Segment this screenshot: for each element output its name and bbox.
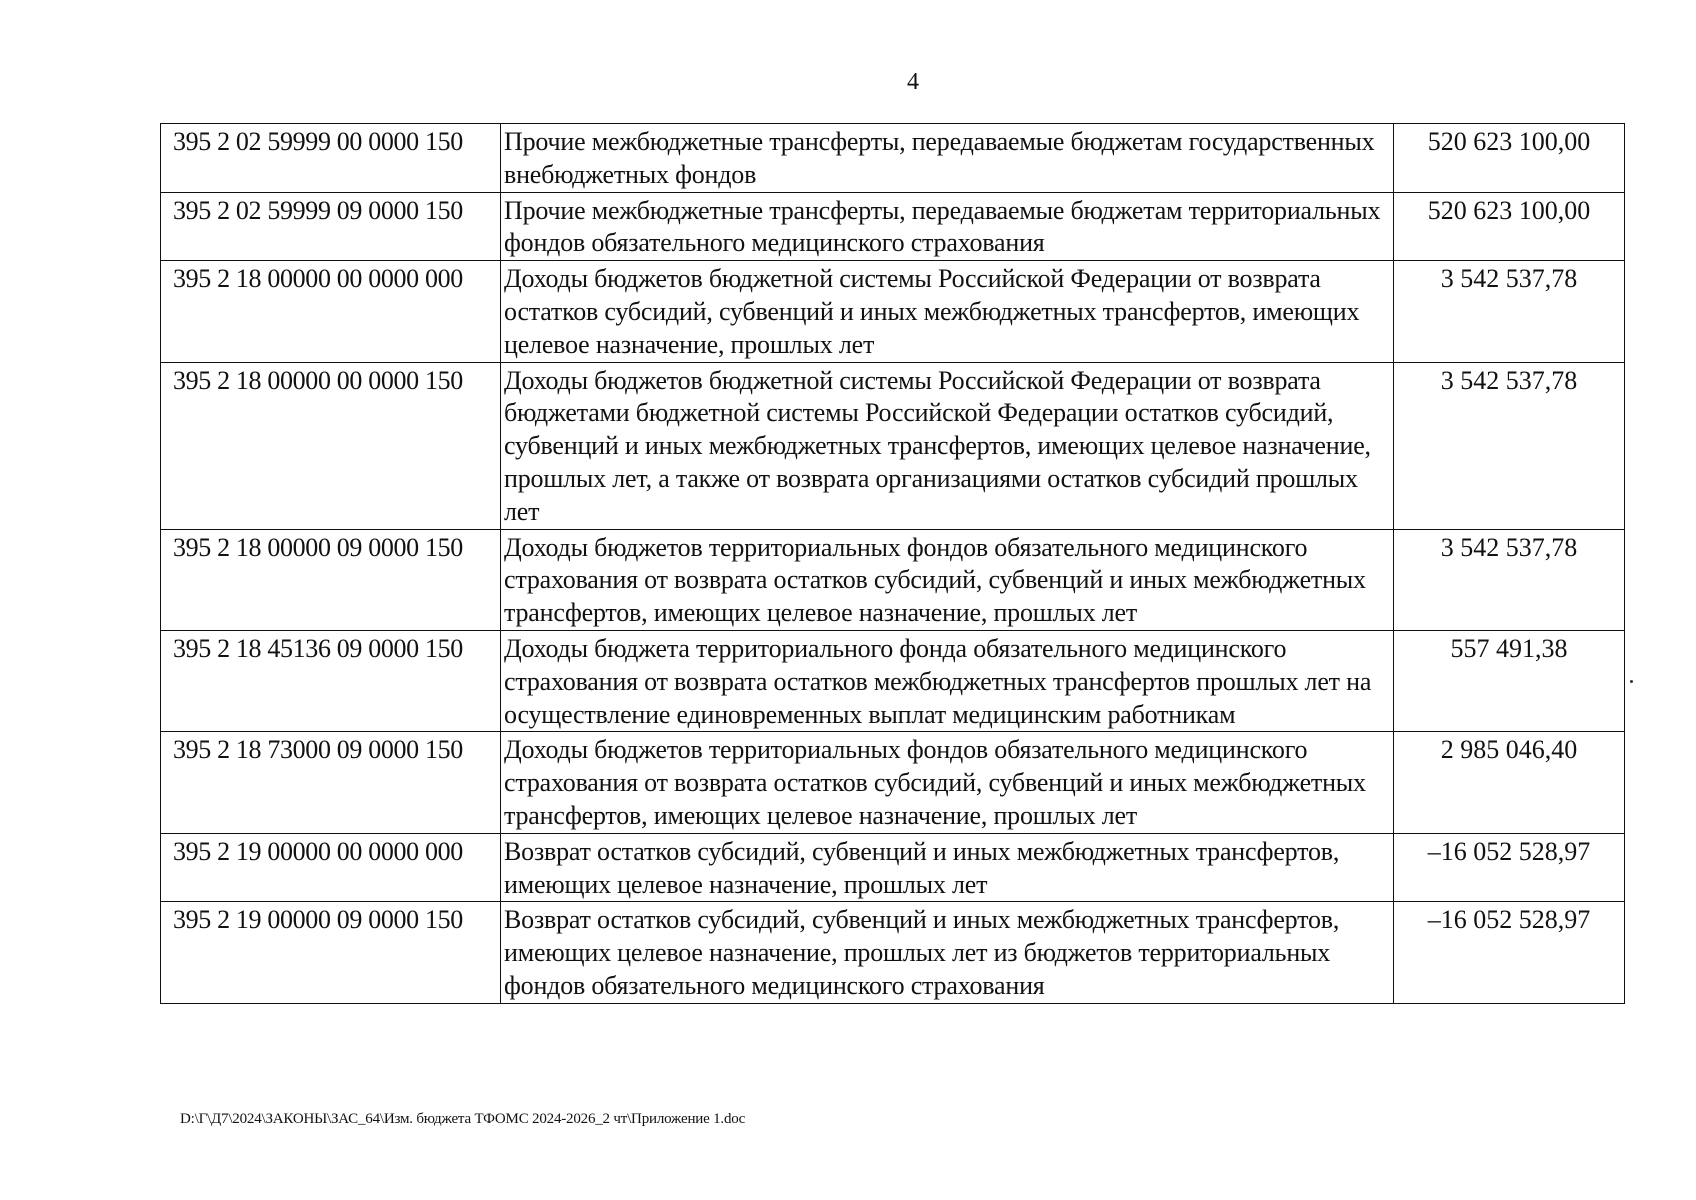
budget-code: 395 2 18 73000 09 0000 150 <box>161 732 501 833</box>
revenue-name: Прочие межбюджетные трансферты, передаваемые бюджетам государственных внебюджетных фондов <box>501 124 1394 193</box>
table-row <box>161 902 1625 1003</box>
budget-code: 395 2 18 00000 00 0000 000 <box>161 261 501 362</box>
budget-code: 395 2 18 00000 00 0000 150 <box>161 362 501 529</box>
budget-code: 395 2 19 00000 09 0000 150 <box>161 902 501 1003</box>
table-row <box>161 732 1625 833</box>
revenue-name: Доходы бюджетов бюджетной системы Российской Федерации от возврата остатков субсидий, субвенций и иных межбюджетных трансфертов, имеющих целевое назначение, прошлых лет <box>501 261 1394 362</box>
amount: –16 052 528,97 <box>1394 902 1625 1003</box>
amount: 557 491,38 <box>1394 630 1625 731</box>
page-number: 4 <box>907 69 919 95</box>
amount: 520 623 100,00 <box>1394 124 1625 193</box>
amount: –16 052 528,97 <box>1394 833 1625 902</box>
table-row <box>161 833 1625 902</box>
budget-code: 395 2 19 00000 00 0000 000 <box>161 833 501 902</box>
table-row <box>161 192 1625 261</box>
amount: 2 985 046,40 <box>1394 732 1625 833</box>
budget-code: 395 2 02 59999 09 0000 150 <box>161 192 501 261</box>
table-row <box>161 124 1625 193</box>
budget-revenue-table <box>160 123 1625 1004</box>
revenue-name: Возврат остатков субсидий, субвенций и иных межбюджетных трансфертов, имеющих целевое назначение, прошлых лет <box>501 833 1394 902</box>
budget-code: 395 2 02 59999 00 0000 150 <box>161 124 501 193</box>
amount: 3 542 537,78 <box>1394 529 1625 630</box>
table-row <box>161 630 1625 731</box>
revenue-name: Доходы бюджетов территориальных фондов обязательного медицинского страхования от возврата остатков субсидий, субвенций и иных межбюджетных трансфертов, имеющих целевое назначение, прошлых лет <box>501 529 1394 630</box>
budget-code: 395 2 18 00000 09 0000 150 <box>161 529 501 630</box>
budget-code: 395 2 18 45136 09 0000 150 <box>161 630 501 731</box>
amount: 3 542 537,78 <box>1394 362 1625 529</box>
table-row <box>161 529 1625 630</box>
scan-speck <box>1630 680 1633 683</box>
revenue-name: Возврат остатков субсидий, субвенций и иных межбюджетных трансфертов, имеющих целевое назначение, прошлых лет из бюджетов территориальных фондов обязательного медицинского страхования <box>501 902 1394 1003</box>
table-row <box>161 362 1625 529</box>
amount: 3 542 537,78 <box>1394 261 1625 362</box>
revenue-name: Прочие межбюджетные трансферты, передаваемые бюджетам территориальных фондов обязательного медицинского страхования <box>501 192 1394 261</box>
revenue-name: Доходы бюджетов бюджетной системы Российской Федерации от возврата бюджетами бюджетной системы Российской Федерации остатков субсидий, субвенций и иных межбюджетных трансфертов, имеющих целевое назначение, прошлых лет, а также от возврата организациями остатков субсидий прошлых лет <box>501 362 1394 529</box>
revenue-name: Доходы бюджета территориального фонда обязательного медицинского страхования от возврата остатков межбюджетных трансфертов прошлых лет на осуществление единовременных выплат медицинским работникам <box>501 630 1394 731</box>
table-row <box>161 261 1625 362</box>
footer-file-path: D:\Г\Д7\2024\ЗАКОНЫ\ЗАС_64\Изм. бюджета ТФОМС 2024-2026_2 чт\Приложение 1.doc <box>180 1111 746 1127</box>
amount: 520 623 100,00 <box>1394 192 1625 261</box>
revenue-name: Доходы бюджетов территориальных фондов обязательного медицинского страхования от возврата остатков субсидий, субвенций и иных межбюджетных трансфертов, имеющих целевое назначение, прошлых лет <box>501 732 1394 833</box>
